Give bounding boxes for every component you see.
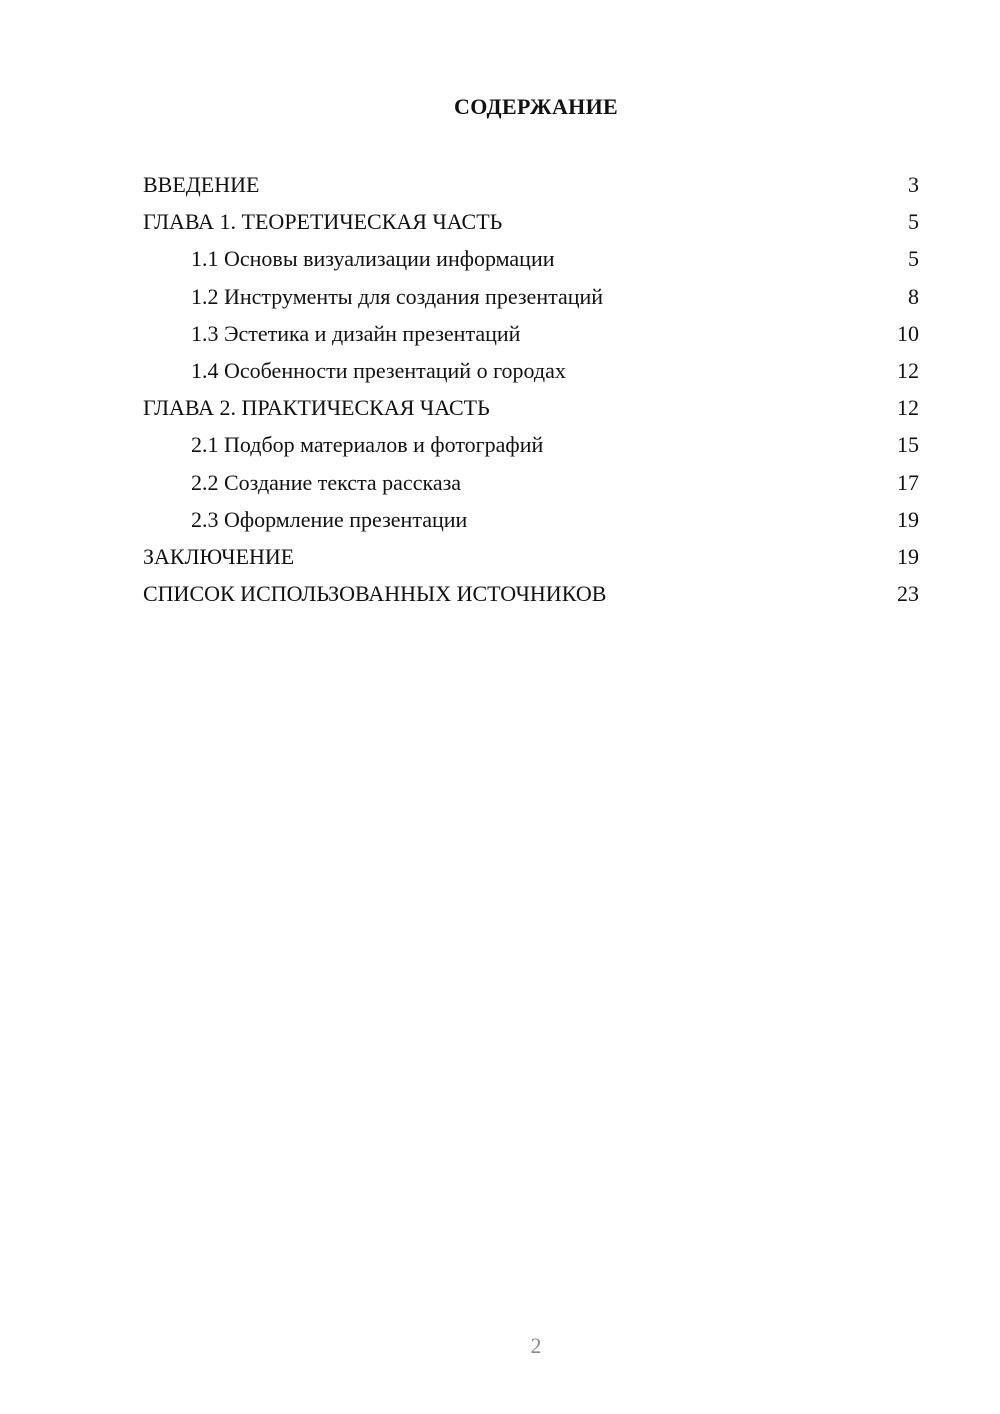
toc-entry-page: 5 [908, 246, 919, 272]
toc-entry-page: 12 [897, 357, 919, 383]
toc-entry-section-1-3[interactable] [143, 315, 919, 352]
toc-entry-page: 8 [908, 283, 919, 309]
toc-entry-chapter-2[interactable] [143, 389, 919, 426]
toc-entry-label: 2.1 Подбор материалов и фотографий [191, 432, 544, 458]
toc-entry-label: 1.4 Особенности презентаций о городах [191, 357, 566, 383]
toc-entry-label: ГЛАВА 2. ПРАКТИЧЕСКАЯ ЧАСТЬ [143, 395, 490, 421]
toc-entry-section-1-2[interactable] [143, 278, 919, 315]
toc-entry-page: 19 [897, 506, 919, 532]
toc-entry-page: 3 [908, 172, 919, 197]
toc-entry-page: 10 [897, 320, 919, 346]
toc-entry-label: ГЛАВА 1. ТЕОРЕТИЧЕСКАЯ ЧАСТЬ [143, 209, 503, 235]
toc-entry-page: 12 [897, 395, 919, 421]
toc-entry-label: 1.1 Основы визуализации информации [191, 246, 555, 272]
toc-entry-label: ЗАКЛЮЧЕНИЕ [143, 543, 295, 569]
toc-entry-section-1-4[interactable] [143, 352, 919, 389]
toc-entry-page: 23 [897, 581, 919, 607]
toc-entry-introduction[interactable] [143, 166, 919, 203]
toc-entry-label: 1.3 Эстетика и дизайн презентаций [191, 320, 521, 346]
toc-entry-label: 1.2 Инструменты для создания презентаций [191, 283, 604, 309]
toc-entry-page: 5 [908, 209, 919, 235]
toc-entry-label: СПИСОК ИСПОЛЬЗОВАННЫХ ИСТОЧНИКОВ [143, 581, 607, 607]
toc-entry-conclusion[interactable] [143, 538, 919, 575]
toc-entry-section-2-3[interactable] [143, 501, 919, 538]
toc-entry-label: 2.2 Создание текста рассказа [191, 469, 462, 495]
toc-entry-section-2-2[interactable] [143, 464, 919, 501]
toc-entry-label: 2.3 Оформление презентации [191, 506, 468, 532]
toc-entry-section-2-1[interactable] [143, 426, 919, 463]
page-number: 2 [530, 1333, 542, 1358]
toc-entry-references[interactable] [143, 575, 919, 612]
table-of-contents [143, 166, 919, 612]
toc-entry-page: 17 [897, 469, 919, 495]
toc-entry-label: ВВЕДЕНИЕ [143, 172, 260, 197]
toc-entry-page: 15 [897, 432, 919, 458]
toc-entry-section-1-1[interactable] [143, 240, 919, 277]
toc-entry-page: 19 [897, 543, 919, 569]
toc-entry-chapter-1[interactable] [143, 203, 919, 240]
page-title: СОДЕРЖАНИЕ [454, 94, 618, 119]
